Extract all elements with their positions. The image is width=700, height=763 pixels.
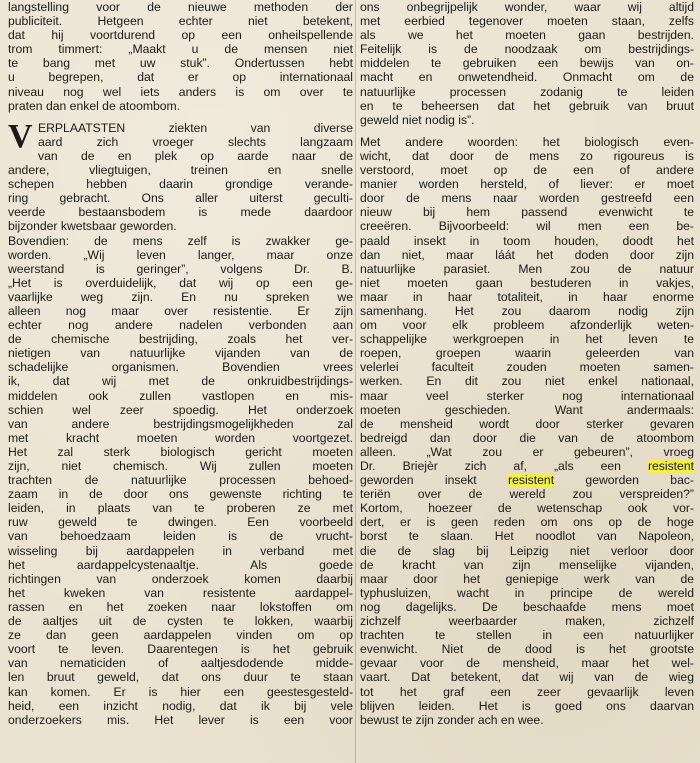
text-line: van behoedzaam leiden is de vrucht-	[8, 529, 353, 544]
text-line: maar in haar totaliteit, in haar enorme	[360, 289, 694, 304]
text-line: langstelling voor de nieuwe methoden der	[8, 0, 353, 14]
text-line: trachten de natuurlijke processen behoed-	[8, 473, 353, 488]
text-line: creeëren. Bijvoorbeeld: wil men een be-	[360, 219, 694, 234]
text-line: trom timmert: „Maakt u de mensen niet	[8, 42, 353, 57]
text-line: alleen. „Wat zou er gebeuren”, vroeg	[360, 444, 694, 459]
text-line: roepen, groepen waarin geleerden van	[360, 346, 694, 361]
text-line: natuurlijke parasiet. Men zou de natuur	[360, 261, 694, 276]
text-line-highlighted	[360, 473, 694, 487]
text-line: met eerbied tegenover moeten staan, zelfs	[360, 14, 694, 29]
text-line: wisseling bij aardappelen in verband met	[8, 543, 353, 558]
text-line: Kortom, hoezeer de wetenschap ook vor-	[360, 501, 694, 516]
text-line: kan komen. Er is hier een geestesgesteld-	[8, 684, 353, 699]
text-line: praten dan enkel de atoombom.	[8, 98, 181, 113]
text-fragment: Dr. Briejèr zich af, „als een	[360, 459, 648, 473]
text-line: vaart. Dat betekent, dat wij van de wieg	[360, 670, 694, 685]
text-line: andere, vliegtuigen, treinen en snelle	[8, 163, 353, 178]
text-line: schien wel zeer spoedig. Het onderzoek	[8, 402, 353, 417]
text-line: velerlei faculteit zouden moeten samen-	[360, 360, 694, 375]
text-line: zijn, niet chemisch. Wij zullen moeten	[8, 459, 353, 473]
text-line: werken. En dit zou niet enkel nationaal,	[360, 374, 694, 389]
text-line: natuurlijke processen zodanig te leiden	[360, 84, 694, 99]
text-line: Met andere woorden: het biologisch even-	[360, 134, 694, 149]
text-line: geweld niet nodig is”.	[360, 112, 475, 127]
text-line: verstoord, moet op de een of andere	[360, 163, 694, 178]
text-line: heid, een inzicht nodig, dat ik bij vele	[8, 698, 353, 713]
text-line: onderzoekers mis. Het lever is een voor	[8, 712, 353, 727]
column-divider	[355, 0, 356, 763]
text-line: echter nog andere nadelen verbonden aan	[8, 318, 353, 333]
text-line: om voor elk probleem afzonderlijk weten-	[360, 318, 694, 333]
text-line: trachten te stellen in een natuurlijker	[360, 628, 694, 643]
paragraph-gap	[360, 127, 694, 135]
text-line: samenhang. Het zou daarom nodig zijn	[360, 303, 694, 318]
left-paragraph-3	[8, 234, 353, 727]
text-line: nietigen van natuurlijke vijanden van de	[8, 346, 353, 361]
highlighted-word: resistent	[647, 459, 694, 473]
text-line: publiciteit. Hetgeen echter niet betekent,	[8, 14, 353, 29]
text-line: bijzonder kwetsbaar geworden.	[8, 219, 177, 234]
text-line: manier worden hersteld, of liever: er moet	[360, 177, 694, 192]
text-line: typhusluizen, wacht in principe de wereld	[360, 585, 694, 600]
text-line: ruw geweld te dwingen. Een voorbeeld	[8, 515, 353, 530]
text-fragment: geworden insekt	[360, 473, 509, 488]
text-line: leiden, in plaats van te proberen ze met	[8, 501, 353, 516]
text-line: zichzelf weerbaarder maken, zichzelf	[360, 614, 694, 629]
text-line: u begrepen, dat er op internationaal	[8, 70, 353, 85]
text-line: dat hij voortdurend op een onheilspellende	[8, 28, 353, 43]
text-line: het kweken van resistente aardappel-	[8, 585, 353, 600]
text-line: de mensheid wordt door sterker gevaren	[360, 416, 694, 431]
text-line: moeten geschieden. Want andermaals:	[360, 402, 694, 417]
text-line: vaarlijke weg zijn. En nu spreken we	[8, 289, 353, 304]
text-line: tot het graf een zeer gevaarlijk leven	[360, 684, 694, 699]
text-line: niet moeten gaan bestuderen in vakjes,	[360, 275, 694, 290]
text-line: maar door het geniepige werk van de	[360, 571, 694, 586]
right-column	[360, 0, 694, 727]
text-line: Het zal sterk biologisch gericht moeten	[8, 444, 353, 459]
left-paragraph-2	[8, 117, 353, 234]
text-line: gevaar voor de mensheid, maar het wel-	[360, 656, 694, 671]
text-line: ik, dat wij met de onkruidbestrijdings-	[8, 374, 353, 389]
text-line: als we het moeten gaan bestrijden.	[360, 28, 694, 43]
text-line: wicht, dat door de mens zo rigoureus is	[360, 148, 694, 163]
text-line: schappelijke werkgroepen in het leven te	[360, 332, 694, 347]
text-line: Bovendien: de mens zelf is zwakker ge-	[8, 233, 353, 248]
text-line: de chemische bestrijding, zoals het ver-	[8, 332, 353, 347]
text-line: ons onbegrijpelijk wonder, waar wij altijd	[360, 0, 694, 14]
text-line: rassen en het zoeken naar lokstoffen om	[8, 599, 353, 614]
paragraph-gap	[8, 113, 353, 121]
text-line: macht en onwetendheid. Onmacht om de	[360, 70, 694, 85]
left-column	[8, 0, 353, 727]
text-line: worden. „Wij leven langer, maar onze	[8, 247, 353, 262]
text-line: ze dan geen aardappelen vinden om op	[8, 628, 353, 643]
text-line: ERPLAATSTEN ziekten van diverse	[38, 120, 353, 135]
text-line: blijven leiden. Het is goed ons daarvan	[360, 698, 694, 713]
text-line: veerde bestaansbodem is mede daardoor	[8, 205, 353, 220]
text-line: middelen ook zullen vastlopen en mis-	[8, 388, 353, 403]
text-line: en te beheersen dat het gebruik van bruut	[360, 98, 694, 113]
text-line: nieuw bij hem passend evenwicht te	[360, 205, 694, 220]
text-line: middelen te gebruiken een bewijs van on-	[360, 56, 694, 71]
text-line: nog dagelijks. De beschaafde mens moet	[360, 599, 694, 614]
text-line: ring gebracht. Ons aller uiterst geculti-	[8, 191, 353, 206]
text-line: dert, er is geen reden om ons op de hoge	[360, 515, 694, 530]
right-paragraph-1	[360, 0, 694, 127]
text-line: aard zich vroeger slechts langzaam	[38, 134, 353, 149]
text-line: van andere bestrijdingsmogelijkheden zal	[8, 416, 353, 431]
text-line: met kracht moeten worden voortgezet.	[8, 430, 353, 445]
text-line: Feitelijk is de noodzaak om bestrijdings-	[360, 42, 694, 57]
text-line: van de en plek op aarde naar de	[38, 148, 353, 163]
text-line: van nematiciden of aaltjesdodende midde-	[8, 656, 353, 671]
text-line: bewust te zijn zonder ach en wee.	[360, 712, 544, 727]
text-line: bedreigd dan door die van de atoombom	[360, 430, 694, 445]
text-line: alleen nog maar over resistentie. Er zijn	[8, 303, 353, 318]
text-line: voort te leven. Daarentegen is het gebruik	[8, 642, 353, 657]
text-line: len bruut geweld, dat ons duur te staan	[8, 670, 353, 685]
text-line: borst te slaan. Het noodlot van Napoleon,	[360, 529, 694, 544]
text-line: schepen hebben daarin grondige verande-	[8, 177, 353, 192]
text-line: teriën over de wereld zou verspreiden?”	[360, 487, 694, 502]
text-line: die de slag bij Leipzig niet verloor door	[360, 543, 694, 558]
text-line: niveau nog wel iets anders is om over te	[8, 84, 353, 99]
text-line: het aardappelcystenaaltje. Als goede	[8, 557, 353, 572]
text-line: door de mens naar worden gestreefd een	[360, 191, 694, 206]
text-line: dan niet, maar láát het doden door zijn	[360, 247, 694, 262]
text-line: paald insekt in toom houden, doodt het	[360, 233, 694, 248]
text-line: evenwicht. Niet de dood is het grootste	[360, 642, 694, 657]
text-line: schadelijke organismen. Bovendien vrees	[8, 360, 353, 375]
text-line: „Het is overduidelijk, dat wij op een ge-	[8, 275, 353, 290]
text-line-highlighted	[360, 459, 694, 473]
text-line: weerstand is geringer”, volgens Dr. B.	[8, 261, 353, 276]
text-line: maar veel sterker nog internationaal	[360, 388, 694, 403]
highlighted-word: resistent	[508, 473, 555, 488]
text-line: te bang met uw stuk”. Ondertussen hebt	[8, 56, 353, 71]
text-line: de kracht van zijn menselijke vijanden,	[360, 557, 694, 572]
text-fragment: geworden bac-	[554, 473, 694, 488]
text-line: de aaltjes uit de cysten te lokken, waarbij	[8, 614, 353, 629]
right-paragraph-2	[360, 135, 694, 727]
text-line: zaam in de door ons gewenste richting te	[8, 487, 353, 502]
drop-cap: V	[8, 117, 33, 155]
text-line: richtingen van onderzoek komen daarbij	[8, 571, 353, 586]
left-paragraph-1	[8, 0, 353, 113]
